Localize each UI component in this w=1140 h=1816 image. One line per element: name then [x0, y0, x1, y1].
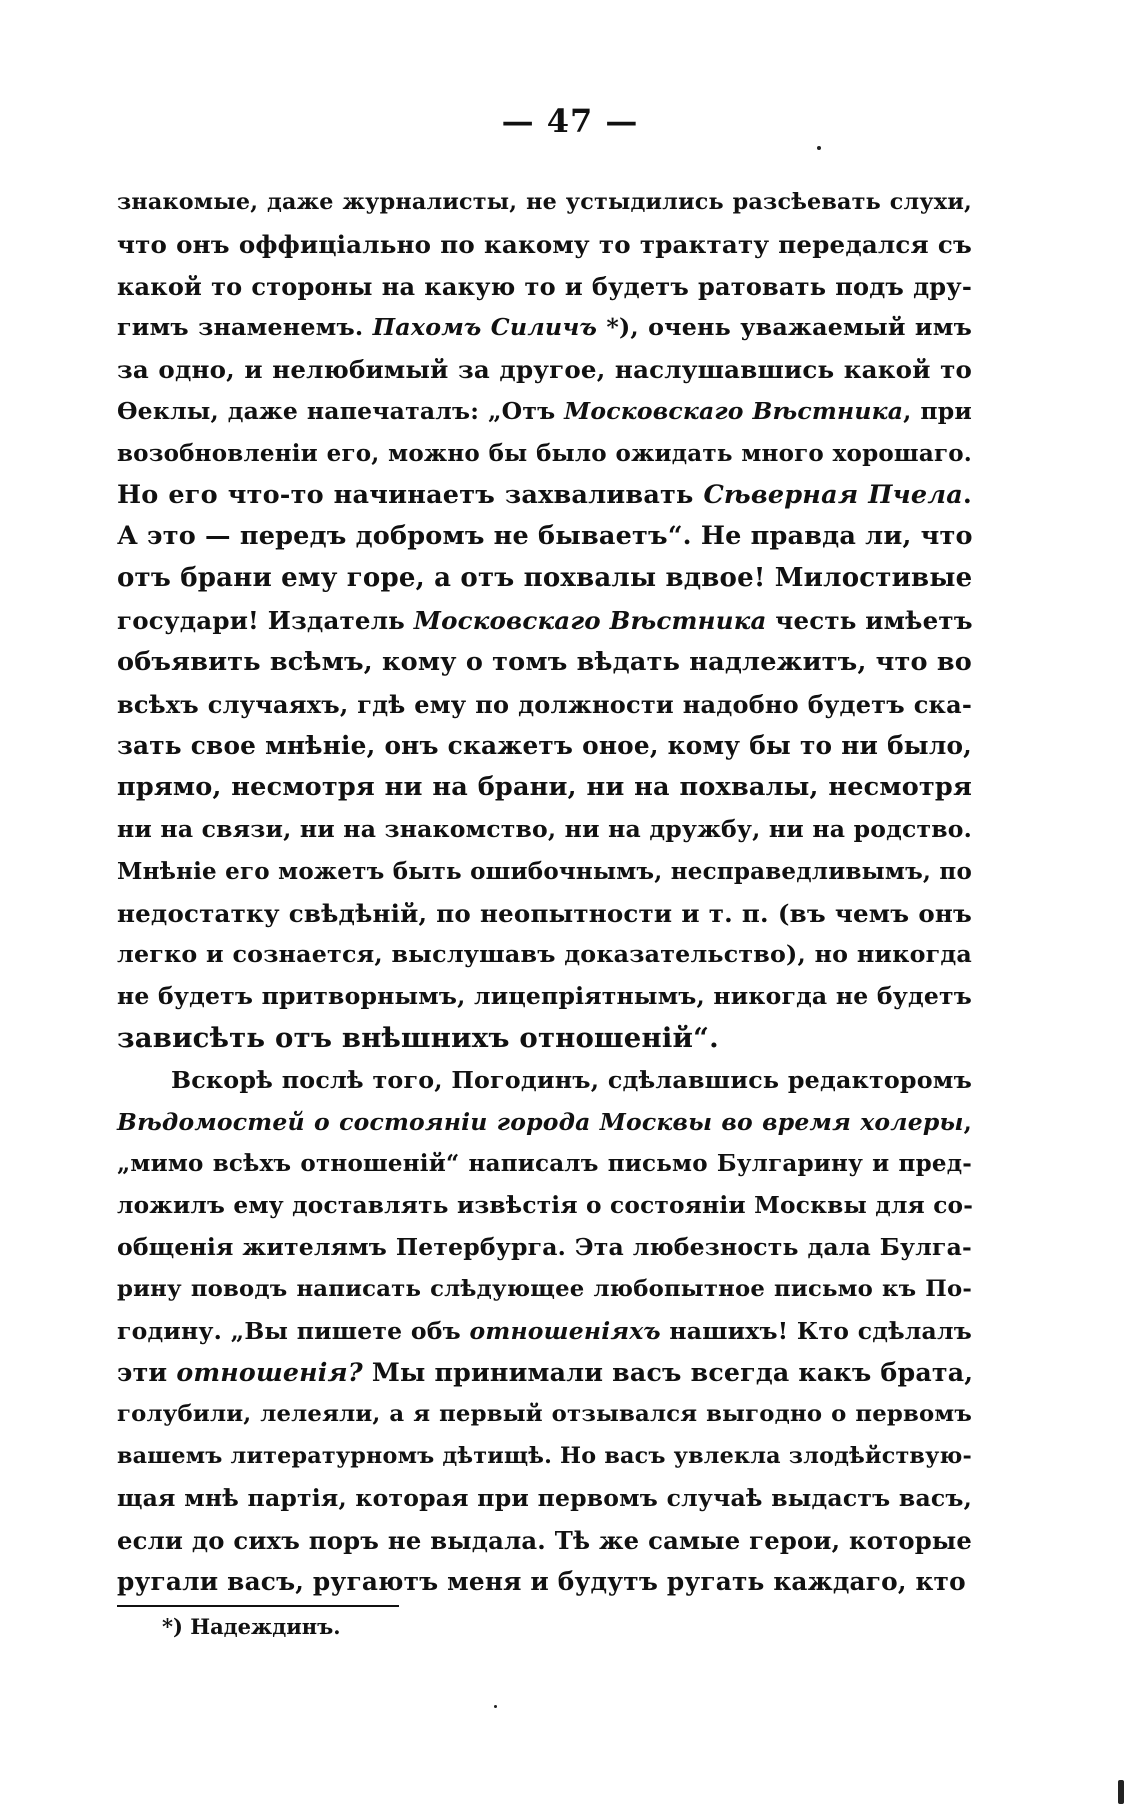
text-line: [117, 809, 972, 851]
text-run: ,: [963, 1107, 972, 1136]
text-run: Ѳеклы, даже напечаталъ: „Отъ: [117, 396, 565, 425]
text-line: [117, 558, 972, 600]
text-run: объявить всѣмъ, кому о томъ вѣдать надлежитъ, что во: [117, 646, 972, 677]
text-run: А это — передъ добромъ не бываетъ“. Не правда ли, что: [117, 521, 973, 552]
text-run: эти: [117, 1357, 177, 1388]
page-number: — 47 —: [501, 102, 639, 140]
text-run: Но его что-то начинаетъ захваливать: [117, 479, 704, 510]
text-run: Мнѣніе его можетъ быть ошибочнымъ, несправедливымъ, по: [117, 857, 972, 885]
text-line: [117, 934, 972, 976]
text-line: [117, 851, 972, 893]
text-run: всѣхъ случаяхъ, гдѣ ему по должности надобно будетъ ска-: [117, 689, 972, 719]
text-run: честь имѣетъ: [766, 605, 973, 635]
text-line: [117, 1185, 972, 1227]
text-line: [117, 475, 972, 517]
text-line: [117, 516, 972, 558]
text-line: [117, 1311, 972, 1353]
text-run: Мы принимали васъ всегда какъ брата,: [362, 1357, 974, 1388]
text-run: возобновленіи его, можно бы было ожидать много хорошаго.: [117, 439, 972, 467]
italic-title: Сѣверная Пчела: [703, 479, 963, 510]
footnote: *) Надеждинъ.: [162, 1614, 341, 1639]
text-run: , при: [903, 396, 972, 425]
text-line: [117, 725, 972, 767]
text-run: какой то стороны на какую то и будетъ ратовать подъ дру-: [117, 271, 972, 301]
text-line: [117, 182, 972, 224]
text-line: [117, 349, 972, 391]
text-line: [117, 976, 972, 1018]
text-line: [117, 1143, 972, 1185]
text-run: легко и сознается, выслушавъ доказательство), но никогда: [117, 940, 972, 969]
page-speck: [1118, 1780, 1124, 1804]
text-run: знакомые, даже журналисты, не устыдились разсѣевать слухи,: [117, 189, 972, 215]
text-run: рину поводъ написать слѣдующее любопытное письмо къ По-: [117, 1275, 972, 1302]
page-speck: [494, 1705, 497, 1708]
text-run: общенія жителямъ Петербурга. Эта любезность дала Булга-: [117, 1232, 972, 1261]
text-run: если до сихъ поръ не выдала. Тѣ же самые герои, которые: [117, 1525, 972, 1555]
text-run: за одно, и нелюбимый за другое, наслушавшись какой то: [117, 355, 972, 385]
italic-title: Московскаго Вѣстника: [564, 396, 904, 425]
text-line: [117, 767, 972, 809]
text-line: [117, 893, 972, 935]
text-run: вашемъ литературномъ дѣтищѣ. Но васъ увлекла злодѣйствую-: [117, 1442, 972, 1469]
text-line: [117, 1269, 972, 1311]
text-line: [117, 391, 972, 433]
text-run: не будетъ притворнымъ, лицепріятнымъ, никогда не будетъ: [117, 982, 972, 1011]
text-line: [117, 600, 972, 642]
text-run: зависѣть отъ внѣшнихъ отношеній“.: [117, 1021, 719, 1054]
text-line: [117, 307, 972, 349]
text-run: Вскорѣ послѣ того, Погодинъ, сдѣлавшись редакторомъ: [171, 1065, 972, 1094]
italic-title: Московскаго Вѣстника: [413, 605, 767, 635]
text-line: [117, 433, 972, 475]
text-line: [117, 642, 972, 684]
text-line: [117, 1352, 972, 1394]
text-run: прямо, несмотря ни на брани, ни на похвалы, несмотря: [117, 772, 972, 803]
text-line: [117, 1478, 972, 1520]
text-line: [117, 1436, 972, 1478]
text-run: голубили, лелеяли, а я первый отзывался выгодно о первомъ: [117, 1401, 972, 1428]
text-line: [117, 1060, 972, 1102]
text-run: ни на связи, ни на знакомство, ни на дружбу, ни на родство.: [117, 814, 972, 843]
text-line: [117, 1102, 972, 1144]
text-line: [117, 1018, 972, 1060]
italic-title: отношенія?: [176, 1357, 363, 1388]
italic-title: отношеніяхъ: [469, 1316, 661, 1345]
text-line: [117, 266, 972, 308]
text-run: недостатку свѣдѣній, по неопытности и т. п. (въ чемъ онъ: [117, 898, 972, 928]
text-line: [117, 684, 972, 726]
footnote-divider: [117, 1605, 399, 1607]
text-run: отъ брани ему горе, а отъ похвалы вдвое! Милостивые: [117, 563, 973, 594]
text-run: нашихъ! Кто сдѣлалъ: [660, 1316, 972, 1345]
text-run: зать свое мнѣніе, онъ скажетъ оное, кому бы то ни было,: [117, 731, 972, 761]
text-run: годину. „Вы пишете объ: [117, 1316, 470, 1345]
text-run: государи! Издатель: [117, 605, 414, 635]
text-run: .: [962, 479, 972, 510]
italic-title: Пахомъ Силичъ: [372, 313, 598, 342]
text-line: [117, 1394, 972, 1436]
text-line: [117, 1561, 972, 1603]
italic-title: Вѣдомостей о состояніи города Москвы во время холеры: [117, 1107, 964, 1136]
text-run: щая мнѣ партія, которая при первомъ случаѣ выдастъ васъ,: [117, 1483, 972, 1512]
page-speck: [817, 146, 821, 150]
text-run: гимъ знаменемъ.: [117, 313, 373, 342]
text-line: [117, 1520, 972, 1562]
body-text: [117, 182, 972, 1603]
text-run: „мимо всѣхъ отношеній“ написалъ письмо Булгарину и пред-: [117, 1150, 972, 1178]
text-run: что онъ оффиціально по какому то трактату передался съ: [117, 229, 972, 259]
text-line: [117, 224, 972, 266]
text-run: *), очень уважаемый имъ: [597, 313, 972, 342]
text-run: ругали васъ, ругаютъ меня и будутъ ругать каждаго, кто: [117, 1567, 966, 1597]
text-run: ложилъ ему доставлять извѣстія о состояніи Москвы для со-: [117, 1192, 974, 1220]
text-line: [117, 1227, 972, 1269]
